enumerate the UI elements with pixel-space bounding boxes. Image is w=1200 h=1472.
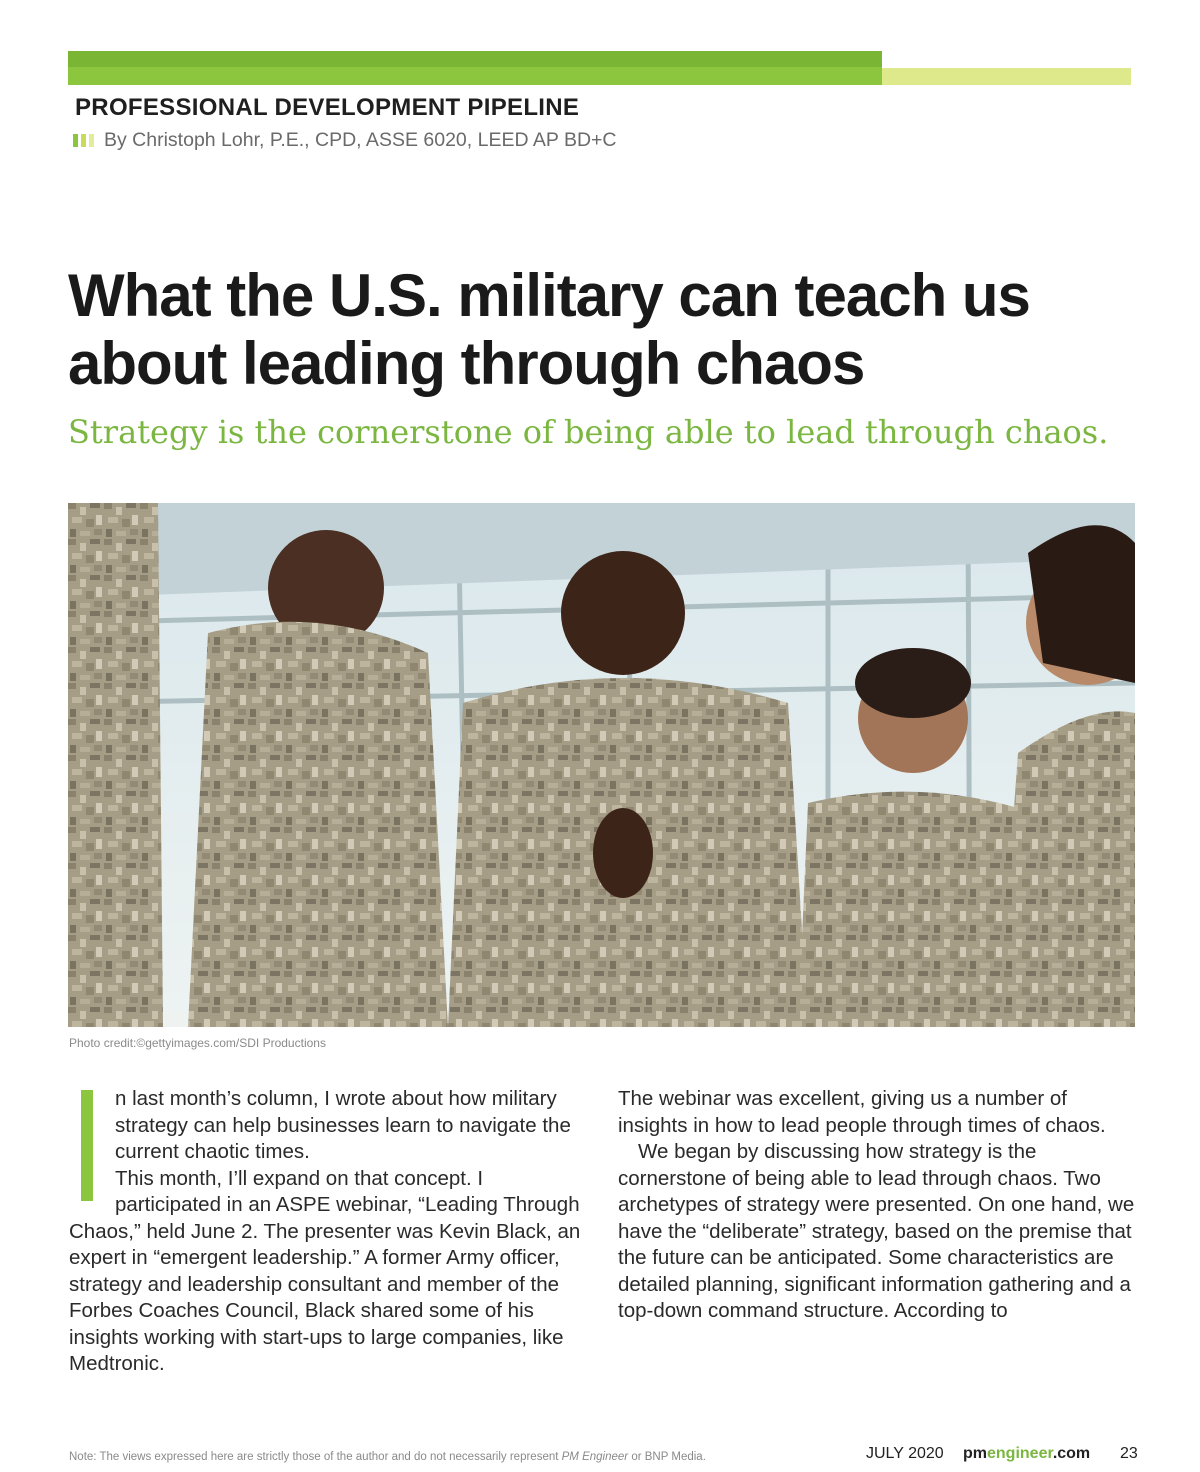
article-paragraph: We began by discussing how strategy is the cornerstone of being able to lead through chaos. Two archetypes of strategy were presented. On one hand, we have the “deliberate” strategy, based on the premise that the future can be anticipated. Some characteristics are detailed planning, significant information gathering and a top-down command structure. According to xyxy=(618,1140,1135,1322)
footer-disclaimer xyxy=(69,1451,706,1463)
article-photo xyxy=(68,503,1135,1027)
footer-note-publication: PM Engineer xyxy=(561,1451,629,1463)
footer-note-suffix: or BNP Media. xyxy=(628,1451,706,1463)
photo-credit: Photo credit:©gettyimages.com/SDI Productions xyxy=(69,1036,326,1050)
site-pm: pm xyxy=(963,1445,987,1462)
byline-text: By Christoph Lohr, P.E., CPD, ASSE 6020, LEED AP BD+C xyxy=(104,128,617,151)
article-column-left xyxy=(69,1086,593,1378)
article-headline: What the U.S. military can teach us about leading through chaos xyxy=(68,262,1030,397)
site-com: .com xyxy=(1052,1445,1091,1462)
article-deck: Strategy is the cornerstone of being able to lead through chaos. xyxy=(68,413,1109,451)
byline-mark xyxy=(81,134,86,147)
header-bar-accent xyxy=(882,68,1131,85)
byline-mark xyxy=(73,134,78,147)
byline-marks-icon xyxy=(73,134,94,147)
site-engineer: engineer xyxy=(987,1445,1053,1462)
page-number: 23 xyxy=(1120,1445,1138,1462)
footer-site-link[interactable] xyxy=(963,1445,1090,1463)
footer-note-prefix: Note: The views expressed here are strictly those of the author and do not necessarily represent xyxy=(69,1451,562,1463)
department-label: PROFESSIONAL DEVELOPMENT PIPELINE xyxy=(75,94,580,121)
drop-cap-bar xyxy=(81,1090,93,1201)
byline-mark xyxy=(89,134,94,147)
header-bar-stripe xyxy=(68,51,882,67)
article-paragraph: This month, I’ll expand on that concept. I participated in an ASPE webinar, “Leading Through Chaos,” held June 2. The presenter was Kevin Black, an expert in “emergent leadership.” A former Army officer, strategy and leadership consultant and member of the Forbes Coaches Council, Black shared some of his insights working with start-ups to large companies, like Medtronic. xyxy=(69,1166,581,1375)
footer-issue-date: JULY 2020 xyxy=(866,1445,944,1462)
article-paragraph: n last month’s column, I wrote about how military strategy can help businesses learn to navigate the current chaotic times. xyxy=(115,1087,571,1163)
byline xyxy=(73,127,617,153)
article-paragraph: The webinar was excellent, giving us a number of insights in how to lead people through times of chaos. xyxy=(618,1087,1106,1137)
article-column-right xyxy=(618,1086,1138,1325)
